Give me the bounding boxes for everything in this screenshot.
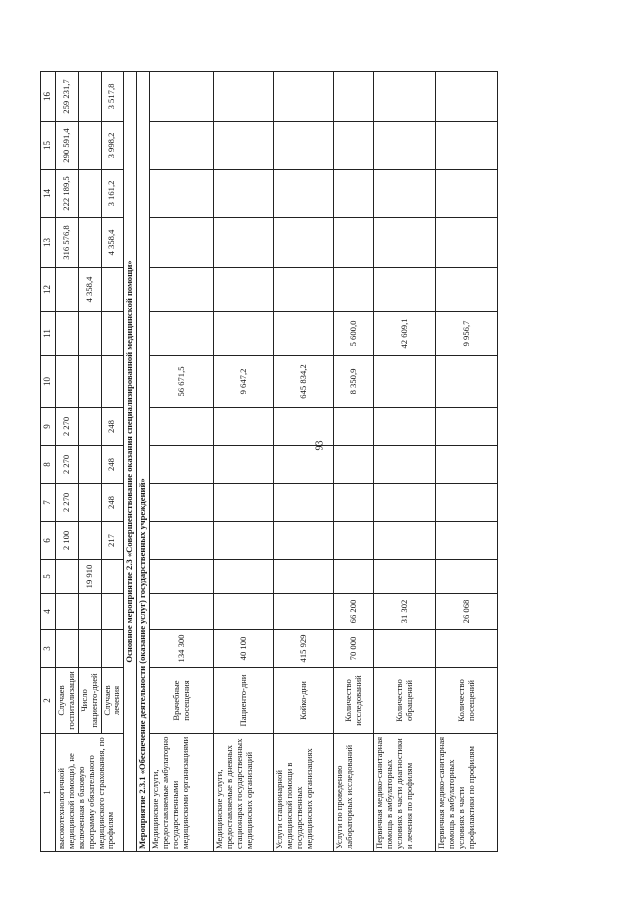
value-cell	[374, 72, 436, 122]
unit-cell: Пациенто-дни	[214, 668, 274, 734]
value-cell	[334, 122, 374, 170]
value-cell	[78, 122, 101, 170]
value-cell	[214, 594, 274, 630]
header-cell-12: 12	[41, 268, 56, 312]
value-cell	[150, 122, 214, 170]
table-row	[214, 72, 274, 852]
value-cell: 9 647,2	[214, 356, 274, 408]
header-cell-5: 5	[41, 560, 56, 594]
row-name: Услуги по проведению лабораторных исследований	[334, 734, 374, 852]
value-cell	[334, 170, 374, 218]
unit-cell: Количество посещений	[436, 668, 498, 734]
header-cell-3: 3	[41, 630, 56, 668]
header-cell-2: 2	[41, 668, 56, 734]
row-name: Первичная медико-санитарная помощь в амбулаторных условиях в части диагностики и лечения по профилям	[374, 734, 436, 852]
value-cell	[214, 268, 274, 312]
section-row-sub	[137, 72, 150, 852]
value-cell	[78, 356, 101, 408]
value-cell	[78, 170, 101, 218]
value-cell	[436, 170, 498, 218]
value-cell	[334, 484, 374, 522]
value-cell	[78, 484, 101, 522]
value-cell	[274, 522, 334, 560]
unit-cell: Случаев лечения	[101, 668, 124, 734]
header-cell-14: 14	[41, 170, 56, 218]
header-cell-10: 10	[41, 356, 56, 408]
value-cell	[334, 522, 374, 560]
row-name: Медицинские услуги, предоставляемые в дневных стационарах государственных медицинских организаций	[214, 734, 274, 852]
header-cell-16: 16	[41, 72, 56, 122]
value-cell	[436, 218, 498, 268]
value-cell	[334, 446, 374, 484]
value-cell	[274, 170, 334, 218]
header-cell-13: 13	[41, 218, 56, 268]
section-sub-title: Мероприятие 2.3.1 «Обеспечение деятельности (оказание услуг) государственных учреждений»	[137, 72, 150, 852]
value-cell	[214, 522, 274, 560]
value-cell: 248	[101, 484, 124, 522]
header-cell-6: 6	[41, 522, 56, 560]
value-cell	[56, 312, 79, 356]
value-cell: 56 671,5	[150, 356, 214, 408]
value-cell	[374, 408, 436, 446]
header-cell-15: 15	[41, 122, 56, 170]
table-row	[56, 72, 79, 852]
value-cell: 222 189,5	[56, 170, 79, 218]
value-cell: 4 358,4	[78, 268, 101, 312]
value-cell: 248	[101, 408, 124, 446]
value-cell: 259 231,7	[56, 72, 79, 122]
value-cell	[150, 408, 214, 446]
value-cell	[274, 218, 334, 268]
header-row	[41, 72, 56, 852]
value-cell: 217	[101, 522, 124, 560]
value-cell	[436, 122, 498, 170]
value-cell: 2 270	[56, 484, 79, 522]
unit-cell: Число пациенто-дней	[78, 668, 101, 734]
header-cell-1: 1	[41, 734, 56, 852]
value-cell	[436, 446, 498, 484]
header-cell-4: 4	[41, 594, 56, 630]
table-row	[374, 72, 436, 852]
value-cell	[101, 268, 124, 312]
value-cell: 42 609,1	[374, 312, 436, 356]
value-cell	[436, 522, 498, 560]
value-cell	[56, 268, 79, 312]
value-cell	[436, 72, 498, 122]
section-row-main	[124, 72, 137, 852]
value-cell	[78, 594, 101, 630]
value-cell	[374, 522, 436, 560]
header-cell-9: 9	[41, 408, 56, 446]
value-cell	[78, 218, 101, 268]
value-cell	[274, 408, 334, 446]
value-cell: 3 998,2	[101, 122, 124, 170]
value-cell	[78, 522, 101, 560]
value-cell	[274, 446, 334, 484]
value-cell	[78, 630, 101, 668]
value-cell	[101, 560, 124, 594]
value-cell	[436, 630, 498, 668]
value-cell	[436, 484, 498, 522]
value-cell	[78, 408, 101, 446]
section-main-title: Основное мероприятие 2.3 «Совершенствование оказания специализированной медицинской помощи»	[124, 72, 137, 852]
value-cell	[374, 356, 436, 408]
table-row	[334, 72, 374, 852]
value-cell	[436, 268, 498, 312]
value-cell	[150, 170, 214, 218]
unit-cell: Случаев госпитализации	[56, 668, 79, 734]
value-cell	[101, 630, 124, 668]
value-cell	[150, 594, 214, 630]
unit-cell: Количество обращений	[374, 668, 436, 734]
value-cell: 2 270	[56, 408, 79, 446]
value-cell: 290 591,4	[56, 122, 79, 170]
value-cell	[56, 356, 79, 408]
value-cell	[374, 560, 436, 594]
value-cell	[374, 484, 436, 522]
value-cell	[334, 560, 374, 594]
value-cell	[274, 484, 334, 522]
value-cell	[150, 72, 214, 122]
value-cell	[150, 560, 214, 594]
value-cell: 3 161,2	[101, 170, 124, 218]
header-cell-8: 8	[41, 446, 56, 484]
value-cell	[374, 122, 436, 170]
table-row	[150, 72, 214, 852]
value-cell: 66 200	[334, 594, 374, 630]
value-cell	[214, 560, 274, 594]
value-cell: 70 000	[334, 630, 374, 668]
value-cell	[334, 268, 374, 312]
row-name: Услуги стационарной медицинской помощи в государственных медицинских организациях	[274, 734, 334, 852]
value-cell	[334, 408, 374, 446]
value-cell	[56, 594, 79, 630]
unit-cell: Койко-дни	[274, 668, 334, 734]
value-cell	[56, 560, 79, 594]
value-cell	[274, 72, 334, 122]
value-cell	[436, 408, 498, 446]
value-cell: 316 576,8	[56, 218, 79, 268]
table-row	[274, 72, 334, 852]
value-cell: 8 350,9	[334, 356, 374, 408]
value-cell	[436, 560, 498, 594]
value-cell	[101, 594, 124, 630]
value-cell: 5 600,0	[334, 312, 374, 356]
row-name: Медицинские услуги, предоставляемые амбулаторно государственными медицинскими организациями	[150, 734, 214, 852]
value-cell	[214, 72, 274, 122]
value-cell	[214, 484, 274, 522]
value-cell	[101, 312, 124, 356]
value-cell: 2 100	[56, 522, 79, 560]
row-name: высокотехнологичной медицинской помощи), не включенная в базовую программу обязательного медицинского страхования, по профилям	[56, 734, 124, 852]
budget-table	[40, 71, 498, 852]
value-cell	[374, 446, 436, 484]
value-cell	[214, 408, 274, 446]
header-cell-7: 7	[41, 484, 56, 522]
value-cell: 9 956,7	[436, 312, 498, 356]
value-cell: 31 302	[374, 594, 436, 630]
value-cell: 3 517,8	[101, 72, 124, 122]
value-cell	[274, 268, 334, 312]
value-cell: 248	[101, 446, 124, 484]
value-cell	[274, 560, 334, 594]
value-cell	[150, 218, 214, 268]
value-cell: 134 300	[150, 630, 214, 668]
value-cell	[274, 594, 334, 630]
value-cell	[214, 170, 274, 218]
value-cell	[334, 218, 374, 268]
value-cell	[214, 312, 274, 356]
value-cell	[78, 72, 101, 122]
value-cell	[56, 630, 79, 668]
value-cell	[374, 268, 436, 312]
value-cell	[374, 170, 436, 218]
value-cell: 19 910	[78, 560, 101, 594]
value-cell: 2 270	[56, 446, 79, 484]
page-number: 93	[314, 440, 326, 451]
value-cell	[150, 484, 214, 522]
value-cell	[374, 218, 436, 268]
value-cell	[78, 446, 101, 484]
table-row	[436, 72, 498, 852]
value-cell	[150, 522, 214, 560]
value-cell	[78, 312, 101, 356]
value-cell: 40 100	[214, 630, 274, 668]
value-cell	[150, 268, 214, 312]
value-cell: 415 929	[274, 630, 334, 668]
value-cell	[150, 446, 214, 484]
value-cell	[374, 630, 436, 668]
value-cell: 645 834,2	[274, 356, 334, 408]
value-cell: 26 068	[436, 594, 498, 630]
header-cell-11: 11	[41, 312, 56, 356]
value-cell	[214, 122, 274, 170]
value-cell	[214, 446, 274, 484]
unit-cell: Количество исследований	[334, 668, 374, 734]
value-cell	[436, 356, 498, 408]
value-cell	[214, 218, 274, 268]
value-cell: 4 358,4	[101, 218, 124, 268]
value-cell	[334, 72, 374, 122]
value-cell	[150, 312, 214, 356]
row-name: Первичная медико-санитарная помощь в амбулаторных условиях в части профилактики по профилям	[436, 734, 498, 852]
value-cell	[101, 356, 124, 408]
unit-cell: Врачебные посещения	[150, 668, 214, 734]
value-cell	[274, 312, 334, 356]
value-cell	[274, 122, 334, 170]
rotated-table-container	[40, 72, 600, 852]
